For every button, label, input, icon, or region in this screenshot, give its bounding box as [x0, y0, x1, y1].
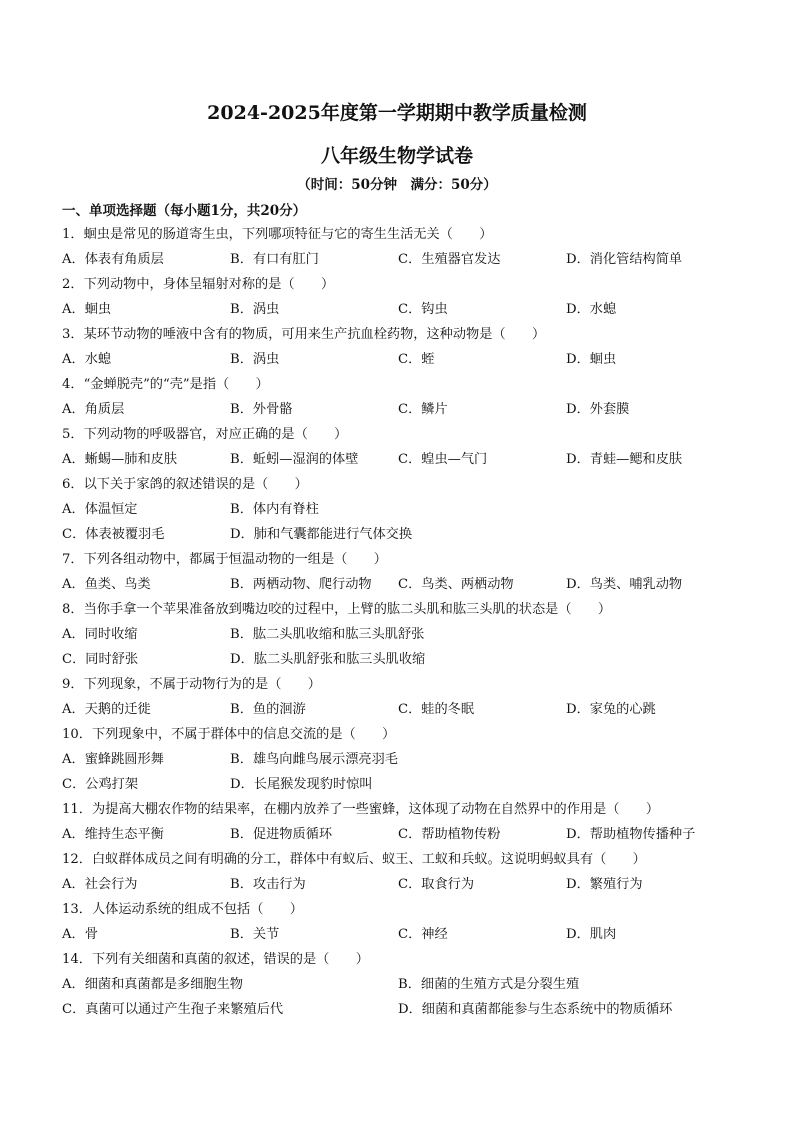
- exam-subject-title: 八年级生物学试卷: [320, 145, 473, 167]
- options-row: [62, 497, 742, 522]
- answer-option: B．体内有脊柱: [230, 502, 319, 517]
- question-stem: 10．下列现象中，不属于群体中的信息交流的是（ ）: [62, 727, 396, 742]
- answer-option: C．神经: [398, 927, 448, 942]
- options-row: [62, 822, 742, 847]
- answer-option: B．雄鸟向雌鸟展示漂亮羽毛: [230, 752, 398, 767]
- answer-option: C．鸟类、两栖动物: [398, 577, 514, 592]
- answer-option: C．鳞片: [398, 402, 448, 417]
- options-row: [62, 647, 742, 672]
- answer-option: B．肱二头肌收缩和肱三头肌舒张: [230, 627, 425, 642]
- options-row: [62, 997, 742, 1022]
- answer-option: C．同时舒张: [62, 652, 139, 667]
- question-stem: 7．下列各组动物中，都属于恒温动物的一组是（ ）: [62, 552, 387, 567]
- question-stem: 3．某环节动物的唾液中含有的物质，可用来生产抗血栓药物，这种动物是（ ）: [62, 327, 546, 342]
- exam-title: 2024-2025年度第一学期期中教学质量检测: [207, 102, 587, 124]
- answer-option: A．鱼类、鸟类: [62, 577, 151, 592]
- answer-option: A．体温恒定: [62, 502, 138, 517]
- question-stem: 4．“金蝉脱壳”的“壳”是指（ ）: [62, 377, 269, 392]
- question-list: [62, 222, 742, 1022]
- answer-option: D．肺和气囊都能进行气体交换: [230, 527, 413, 542]
- options-row: [62, 347, 742, 372]
- answer-option: B．促进物质循环: [230, 827, 333, 842]
- options-row: [62, 922, 742, 947]
- answer-option: D．细菌和真菌都能参与生态系统中的物质循环: [398, 1002, 673, 1017]
- answer-option: B．两栖动物、爬行动物: [230, 577, 372, 592]
- answer-option: A．蜥蜴—肺和皮肤: [62, 452, 178, 467]
- answer-option: B．鱼的洄游: [230, 702, 306, 717]
- answer-option: D．繁殖行为: [566, 877, 643, 892]
- question-stem: 8．当你手拿一个苹果准备放到嘴边咬的过程中，上臂的肱二头肌和肱三头肌的状态是（ ）: [62, 602, 612, 617]
- exam-time-score: （时间：50分钟 满分：50分）: [297, 177, 497, 193]
- question-stem: 13．人体运动系统的组成不包括（ ）: [62, 902, 303, 917]
- answer-option: B．涡虫: [230, 302, 280, 317]
- answer-option: D．外套膜: [566, 402, 630, 417]
- answer-option: B．细菌的生殖方式是分裂生殖: [398, 977, 580, 992]
- answer-option: A．角质层: [62, 402, 125, 417]
- answer-option: A．天鹅的迁徙: [62, 702, 151, 717]
- question-stem: 9．下列现象，不属于动物行为的是（ ）: [62, 677, 321, 692]
- answer-option: D．家兔的心跳: [566, 702, 656, 717]
- question-stem: 11．为提高大棚农作物的结果率，在棚内放养了一些蜜蜂，这体现了动物在自然界中的作用是（ ）: [62, 802, 660, 817]
- answer-option: B．蚯蚓—湿润的体壁: [230, 452, 359, 467]
- options-row: [62, 247, 742, 272]
- question-stem: 5．下列动物的呼吸器官，对应正确的是（ ）: [62, 427, 348, 442]
- answer-option: D．鸟类、哺乳动物: [566, 577, 683, 592]
- answer-option: A．骨: [62, 927, 98, 942]
- options-row: [62, 297, 742, 322]
- answer-option: C．蝗虫—气门: [398, 452, 488, 467]
- answer-option: C．帮助植物传粉: [398, 827, 501, 842]
- answer-option: C．蛭: [398, 352, 435, 367]
- answer-option: A．细菌和真菌都是多细胞生物: [62, 977, 243, 992]
- options-row: [62, 872, 742, 897]
- question-stem: 12．白蚁群体成员之间有明确的分工，群体中有蚁后、蚁王、工蚁和兵蚁。这说明蚂蚁具有（ ）: [62, 852, 646, 867]
- answer-option: A．体表有角质层: [62, 252, 164, 267]
- question-stem: 2．下列动物中，身体呈辐射对称的是（ ）: [62, 277, 335, 292]
- answer-option: D．消化管结构简单: [566, 252, 683, 267]
- answer-option: C．真菌可以通过产生孢子来繁殖后代: [62, 1002, 284, 1017]
- answer-option: D．蛔虫: [566, 352, 617, 367]
- answer-option: D．帮助植物传播种子: [566, 827, 696, 842]
- answer-option: A．社会行为: [62, 877, 138, 892]
- answer-option: B．有口有肛门: [230, 252, 319, 267]
- answer-option: C．取食行为: [398, 877, 475, 892]
- answer-option: A．蛔虫: [62, 302, 112, 317]
- answer-option: A．蜜蜂跳圆形舞: [62, 752, 164, 767]
- options-row: [62, 622, 742, 647]
- answer-option: C．生殖器官发达: [398, 252, 501, 267]
- answer-option: C．公鸡打架: [62, 777, 139, 792]
- answer-option: D．肌肉: [566, 927, 617, 942]
- answer-option: B．外骨骼: [230, 402, 293, 417]
- options-row: [62, 772, 742, 797]
- answer-option: A．水螅: [62, 352, 112, 367]
- options-row: [62, 572, 742, 597]
- answer-option: D．肱二头肌舒张和肱三头肌收缩: [230, 652, 426, 667]
- options-row: [62, 972, 742, 997]
- answer-option: D．青蛙—鳃和皮肤: [566, 452, 683, 467]
- answer-option: D．水螅: [566, 302, 617, 317]
- question-stem: 14．下列有关细菌和真菌的叙述，错误的是（ ）: [62, 952, 369, 967]
- options-row: [62, 697, 742, 722]
- answer-option: C．钩虫: [398, 302, 448, 317]
- answer-option: A．同时收缩: [62, 627, 138, 642]
- question-stem: 1．蛔虫是常见的肠道寄生虫，下列哪项特征与它的寄生生活无关（ ）: [62, 227, 493, 242]
- answer-option: A．维持生态平衡: [62, 827, 164, 842]
- options-row: [62, 747, 742, 772]
- options-row: [62, 397, 742, 422]
- answer-option: C．蛙的冬眠: [398, 702, 475, 717]
- answer-option: D．长尾猴发现豹时惊叫: [230, 777, 373, 792]
- options-row: [62, 522, 742, 547]
- question-stem: 6．以下关于家鸽的叙述错误的是（ ）: [62, 477, 308, 492]
- answer-option: B．攻击行为: [230, 877, 306, 892]
- section-heading: 一、单项选择题（每小题1分，共20分）: [62, 203, 307, 219]
- answer-option: C．体表被覆羽毛: [62, 527, 165, 542]
- answer-option: B．关节: [230, 927, 280, 942]
- options-row: [62, 447, 742, 472]
- answer-option: B．涡虫: [230, 352, 280, 367]
